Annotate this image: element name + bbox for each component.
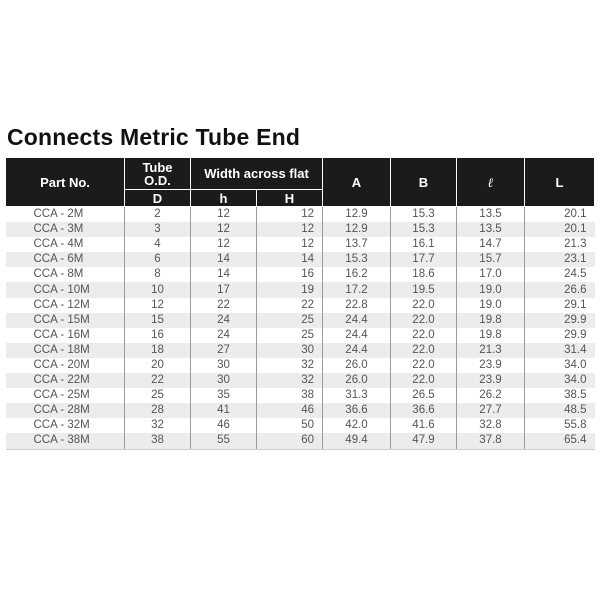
table-row xyxy=(6,328,595,343)
cell-h-large: 50 xyxy=(257,418,323,433)
cell-l-large: 31.4 xyxy=(525,343,595,358)
cell-tube-od: 6 xyxy=(125,252,191,267)
cell-h-small: 46 xyxy=(191,418,257,433)
cell-h-large: 32 xyxy=(257,358,323,373)
cell-a: 36.6 xyxy=(323,403,391,418)
cell-a: 13.7 xyxy=(323,237,391,252)
cell-a: 26.0 xyxy=(323,373,391,388)
cell-l-small: 14.7 xyxy=(457,237,525,252)
cell-part-no: CCA - 4M xyxy=(33,238,84,251)
cell-h-small: 30 xyxy=(191,373,257,388)
cell-h-small: 27 xyxy=(191,343,257,358)
cell-part-no: CCA - 2M xyxy=(33,208,84,221)
cell-part-no: CCA - 28M xyxy=(6,403,125,418)
cell-part-no: CCA - 20M xyxy=(33,358,90,371)
cell-h-large: 12 xyxy=(257,237,323,252)
col-header-part-no: Part No. xyxy=(6,158,125,207)
cell-h-small: 55 xyxy=(191,433,257,449)
cell-h-large: 25 xyxy=(257,313,323,328)
cell-l-small: 21.3 xyxy=(457,343,525,358)
cell-part-no: CCA - 10M xyxy=(6,282,125,297)
cell-h-small: 12 xyxy=(191,237,257,252)
cell-part-no: CCA - 6M xyxy=(6,252,125,267)
cell-l-small: 13.5 xyxy=(457,207,525,223)
col-header-a: A xyxy=(323,158,391,207)
cell-b: 15.3 xyxy=(391,222,457,237)
cell-l-large: 29.1 xyxy=(525,298,595,313)
cell-l-small: 37.8 xyxy=(457,433,525,449)
cell-h-large: 16 xyxy=(257,267,323,282)
cell-tube-od: 18 xyxy=(125,343,191,358)
cell-tube-od: 28 xyxy=(125,403,191,418)
table-row xyxy=(6,222,595,237)
cell-l-small: 23.9 xyxy=(457,358,525,373)
cell-a: 42.0 xyxy=(323,418,391,433)
cell-b: 22.0 xyxy=(391,358,457,373)
cell-l-small: 19.0 xyxy=(457,282,525,297)
cell-l-large: 26.6 xyxy=(525,282,595,297)
cell-b: 22.0 xyxy=(391,343,457,358)
cell-h-small: 24 xyxy=(191,313,257,328)
cell-a: 31.3 xyxy=(323,388,391,403)
cell-l-small: 32.8 xyxy=(457,418,525,433)
cell-l-small: 27.7 xyxy=(457,403,525,418)
cell-b: 47.9 xyxy=(391,433,457,449)
cell-a: 16.2 xyxy=(323,267,391,282)
col-header-tube-od xyxy=(125,158,191,190)
cell-tube-od: 25 xyxy=(125,388,191,403)
table-row xyxy=(6,298,595,313)
cell-part-no: CCA - 38M xyxy=(6,433,125,449)
cell-part-no: CCA - 15M xyxy=(6,313,125,328)
cell-l-large: 38.5 xyxy=(525,388,595,403)
cell-l-large: 23.1 xyxy=(525,252,595,267)
cell-part-no: CCA - 25M xyxy=(33,389,90,402)
table-row xyxy=(6,433,595,449)
cell-a: 24.4 xyxy=(323,343,391,358)
cell-a: 24.4 xyxy=(323,328,391,343)
cell-h-small: 41 xyxy=(191,403,257,418)
cell-part-no: CCA - 3M xyxy=(6,222,125,237)
cell-l-large: 65.4 xyxy=(525,433,595,449)
col-header-l-small: ℓ xyxy=(457,158,525,207)
table-row xyxy=(6,403,595,418)
cell-h-large: 22 xyxy=(257,298,323,313)
table-row xyxy=(6,418,595,433)
cell-h-large: 12 xyxy=(257,207,323,223)
cell-l-large: 34.0 xyxy=(525,358,595,373)
cell-tube-od: 20 xyxy=(125,358,191,373)
cell-l-large: 29.9 xyxy=(525,328,595,343)
cell-h-large: 38 xyxy=(257,388,323,403)
cell-l-small: 23.9 xyxy=(457,373,525,388)
cell-h-small: 14 xyxy=(191,267,257,282)
cell-a: 49.4 xyxy=(323,433,391,449)
header-row xyxy=(6,158,595,190)
table-row xyxy=(6,207,595,223)
cell-tube-od: 3 xyxy=(125,222,191,237)
cell-a: 22.8 xyxy=(323,298,391,313)
cell-b: 18.6 xyxy=(391,267,457,282)
cell-tube-od: 12 xyxy=(125,298,191,313)
table-row xyxy=(6,252,595,267)
table-row xyxy=(6,237,595,252)
cell-l-large: 24.5 xyxy=(525,267,595,282)
cell-l-large: 20.1 xyxy=(525,222,595,237)
cell-h-large: 25 xyxy=(257,328,323,343)
col-header-width-across-flat: Width across flat xyxy=(191,158,323,190)
cell-h-large: 19 xyxy=(257,282,323,297)
cell-h-small: 12 xyxy=(191,222,257,237)
tube-od-line2: O.D. xyxy=(144,172,171,188)
tube-od-line1: Tube xyxy=(142,159,173,175)
cell-l-large: 55.8 xyxy=(525,418,595,433)
cell-tube-od: 10 xyxy=(125,282,191,297)
cell-l-small: 15.7 xyxy=(457,252,525,267)
cell-l-small: 19.8 xyxy=(457,328,525,343)
cell-tube-od: 16 xyxy=(125,328,191,343)
cell-l-small: 13.5 xyxy=(457,222,525,237)
cell-a: 26.0 xyxy=(323,358,391,373)
table-row xyxy=(6,373,595,388)
cell-part-no: CCA - 32M xyxy=(33,419,90,432)
cell-tube-od: 22 xyxy=(125,373,191,388)
cell-h-small: 30 xyxy=(191,358,257,373)
cell-l-large: 34.0 xyxy=(525,373,595,388)
cell-h-large: 60 xyxy=(257,433,323,449)
cell-b: 41.6 xyxy=(391,418,457,433)
cell-part-no: CCA - 22M xyxy=(6,373,125,388)
page-title: Connects Metric Tube End xyxy=(7,124,301,150)
cell-a: 17.2 xyxy=(323,282,391,297)
cell-tube-od: 4 xyxy=(125,237,191,252)
col-header-h-small: h xyxy=(191,190,257,207)
table-row xyxy=(6,343,595,358)
cell-h-large: 30 xyxy=(257,343,323,358)
cell-l-small: 19.0 xyxy=(457,298,525,313)
table-row xyxy=(6,313,595,328)
cell-l-small: 19.8 xyxy=(457,313,525,328)
table-row xyxy=(6,388,595,403)
cell-b: 19.5 xyxy=(391,282,457,297)
cell-h-small: 24 xyxy=(191,328,257,343)
col-header-b: B xyxy=(391,158,457,207)
table-row xyxy=(6,267,595,282)
cell-b: 17.7 xyxy=(391,252,457,267)
cell-b: 22.0 xyxy=(391,298,457,313)
cell-b: 15.3 xyxy=(391,207,457,223)
col-header-l-large: L xyxy=(525,158,595,207)
cell-part-no: CCA - 12M xyxy=(33,298,90,311)
table-body xyxy=(6,207,595,450)
cell-b: 22.0 xyxy=(391,373,457,388)
cell-l-large: 48.5 xyxy=(525,403,595,418)
cell-h-small: 35 xyxy=(191,388,257,403)
cell-tube-od: 2 xyxy=(125,207,191,223)
cell-l-large: 29.9 xyxy=(525,313,595,328)
cell-b: 22.0 xyxy=(391,328,457,343)
cell-b: 22.0 xyxy=(391,313,457,328)
cell-tube-od: 32 xyxy=(125,418,191,433)
cell-a: 24.4 xyxy=(323,313,391,328)
cell-h-large: 12 xyxy=(257,222,323,237)
cell-l-large: 20.1 xyxy=(525,207,595,223)
cell-h-small: 22 xyxy=(191,298,257,313)
cell-b: 36.6 xyxy=(391,403,457,418)
col-header-d: D xyxy=(125,190,191,207)
cell-part-no: CCA - 8M xyxy=(33,268,84,281)
cell-h-large: 14 xyxy=(257,252,323,267)
cell-tube-od: 15 xyxy=(125,313,191,328)
cell-l-small: 26.2 xyxy=(457,388,525,403)
cell-h-small: 12 xyxy=(191,207,257,223)
cell-b: 26.5 xyxy=(391,388,457,403)
cell-h-small: 17 xyxy=(191,282,257,297)
cell-part-no: CCA - 18M xyxy=(6,343,125,358)
table-row xyxy=(6,282,595,297)
cell-a: 12.9 xyxy=(323,207,391,223)
cell-h-small: 14 xyxy=(191,252,257,267)
cell-tube-od: 38 xyxy=(125,433,191,449)
cell-l-small: 17.0 xyxy=(457,267,525,282)
cell-part-no: CCA - 16M xyxy=(33,328,90,341)
cell-b: 16.1 xyxy=(391,237,457,252)
cell-tube-od: 8 xyxy=(125,267,191,282)
table-row xyxy=(6,358,595,373)
cell-a: 15.3 xyxy=(323,252,391,267)
cell-h-large: 46 xyxy=(257,403,323,418)
cell-a: 12.9 xyxy=(323,222,391,237)
cell-l-large: 21.3 xyxy=(525,237,595,252)
col-header-h-large: H xyxy=(257,190,323,207)
spec-table xyxy=(5,157,595,450)
cell-h-large: 32 xyxy=(257,373,323,388)
